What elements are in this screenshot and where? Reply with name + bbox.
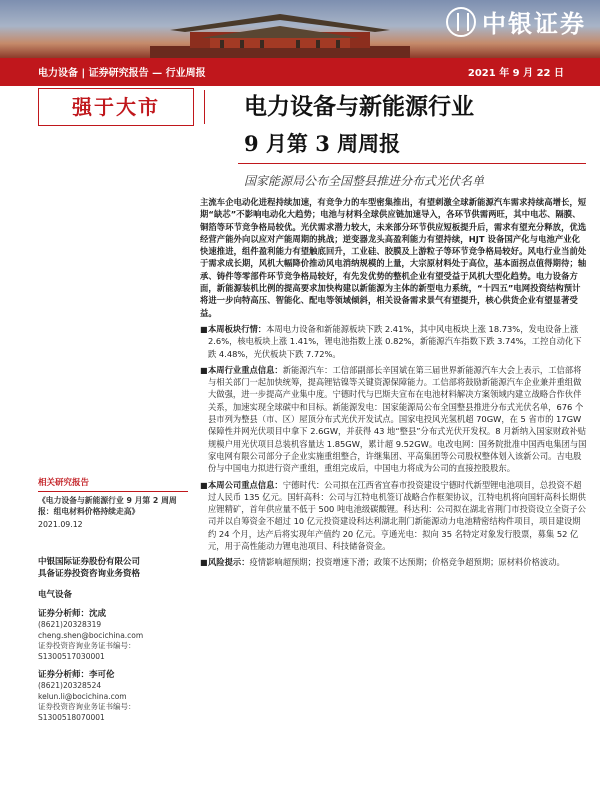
- bullet-text: 疫情影响超预期；投资增速下滑；政策不达预期；价格竞争超预期；原材料价格波动。: [249, 557, 565, 568]
- report-subtitle: 9 月第 3 周周报: [244, 131, 401, 156]
- square-bullet-icon: ■: [200, 480, 208, 490]
- report-category: 电力设备 | 证券研究报告 — 行业周报: [38, 68, 206, 79]
- bullet-risk: [200, 556, 588, 569]
- analyst-phone: (8621)20328524: [38, 681, 102, 690]
- divider: [204, 90, 205, 124]
- org-name: 中银国际证券股份有限公司: [38, 557, 141, 567]
- bullet-text: 宁德时代：公司拟在江西省宜春市投资建设宁德时代新型锂电池项目，总投资不超过人民币 135 亿元。国轩高科：公司与江特电机签订战略合作框架协议，江特电机将向国轩高科长期供应锂精矿，首年供应量不低于 500 吨电池级碳酸锂。科达利：公司拟在湖北省荆门市投资设立全资子公司并以自筹资金不超过 10 亿元投资建设科达利湖北荆门新能源动力电池精密结构件项目，项目建设期约 24 个月，达产后将实现年产值约 20 亿元。亨通光电：拟向 35 名特定对象发行股票，募集 52 亿元，用于高性能动力锂电池项目、科技储备资金。: [208, 479, 586, 552]
- analyst-cert: 证券投资咨询业务证书编号：S1300518070001: [38, 702, 136, 722]
- brand-name: 中银证券: [482, 10, 586, 38]
- boc-logo-icon: [446, 7, 476, 37]
- bullet-heading: 本周公司重点信息：: [208, 479, 283, 490]
- related-date: 2021.09.12: [38, 520, 83, 529]
- report-date: 2021 年 9 月 22 日: [467, 68, 564, 79]
- bullet-text: 新能源汽车：工信部副部长辛国斌在第三届世界新能源汽车大会上表示，工信部将与相关部门一起加快统筹，提高锂钴镍等关键资源保障能力。工信部将鼓励新能源汽车企业兼并重组做大做强，进一步提高产业集中度。宁德时代与巴斯夫宣布在电池材料解决方案领域内建立战略合作伙伴关系，加速实现全球碳中和目标。新能源发电：国家能源局公布全国整县推进分布式光伏名单，676 个县市列为整县（市、区）屋顶分布式光伏开发试点。国家电投风光氢机超 70GW，在 5 省市的 17GW 保障性并网光伏项目中拿下 2.6GW，并获得 43 地“整县”分布式光伏开发权。8 月新纳入国家财政补贴规模户用光伏项目总装机容量达 1.85GW，累计超 9.52GW。电改电网：国务院批准中国西电集团与国家电网有限公司部分子企业实施重组整合，许继集团、平高集团等公司股权整体划入该新公司。吉电股份与中国电力拟进行资产重组，重组完成后，中国电力将成为公司的直接控股股东。: [208, 364, 587, 474]
- bullet-heading: 本周板块行情：: [208, 323, 267, 334]
- related-item[interactable]: 《电力设备与新能源行业 9 月第 2 周周报：组电材料价格持续走高》: [38, 496, 177, 516]
- divider: [238, 163, 586, 164]
- analyst-cert: 证券投资咨询业务证书编号：S1300517030001: [38, 641, 136, 661]
- report-body: [200, 196, 588, 570]
- related-reports: [38, 478, 188, 530]
- summary-paragraph: 主流车企电动化进程持续加速，有竞争力的车型密集推出，有望刺激全球新能源汽车需求持续高增长，短期“缺芯”不影响电动化大趋势；电池与材料全球供应链加速导入，各环节供需两旺，其中电芯、隔膜、铜箔等环节竞争格局较优。光伏需求潜力较大，未来部分环节供应短板提升后，需求有望充分释放，优选经营产能外向以应对产能周期的挑战；逆变器龙头高盈利能力有望持续，HJT 设备国产化与电池产业化快速推进，组件盈利能力有望触底回升，工业硅、胶膜及上游粒子等环节竞争格局较好。风电行业当前处于需求成长期，风机大幅降价推动风电消纳规模的上量，大宗原材料处于高位，基本面拐点值得期待；轴承、铸件等零部件环节竞争格局较好，有先发优势的整机企业有望受益于风机大型化趋势。电力设备方面，新能源装机比例的提高要求加快构建以新能源为主体的新型电力系统，“十四五”电网投资结构预计将进一步向特高压、智能化、配电等领域倾斜，相关设备需求景气有望提升，核心供货企业有望显著受益。: [200, 197, 587, 318]
- analyst-label: 证券分析师：李可伦: [38, 670, 115, 680]
- divider: [38, 491, 188, 492]
- industry-rating: 强于大市: [38, 88, 194, 126]
- bullet-company: [200, 479, 588, 553]
- report-title: 电力设备与新能源行业: [244, 93, 474, 120]
- bullet-heading: 本周行业重点信息：: [208, 364, 283, 375]
- bullet-industry: [200, 364, 588, 475]
- square-bullet-icon: ■: [200, 558, 208, 568]
- square-bullet-icon: ■: [200, 365, 208, 375]
- org-info: [38, 556, 188, 723]
- palace-image: [150, 8, 410, 58]
- sector-label: 电气设备: [38, 590, 73, 600]
- bullet-text: 本周电力设备和新能源板块下跌 2.41%，其中风电板块上涨 18.73%，发电设备上涨 2.6%，核电板块上涨 1.41%，锂电池指数上涨 0.82%，新能源汽车指数下跌 3.74%，工控自动化下跌 4.48%，光伏板块下跌 7.72%。: [208, 323, 582, 359]
- analyst-phone: (8621)20328319: [38, 620, 102, 629]
- related-title: 相关研究报告: [38, 478, 90, 488]
- org-qualification: 具备证券投资咨询业务资格: [38, 569, 141, 579]
- bullet-heading: 风险提示：: [208, 557, 250, 568]
- bullet-market: [200, 323, 588, 360]
- analyst-email[interactable]: cheng.shen@bocichina.com: [38, 630, 144, 640]
- header-banner: [0, 0, 600, 58]
- square-bullet-icon: ■: [200, 324, 208, 334]
- analyst-label: 证券分析师：沈成: [38, 609, 107, 619]
- brand-logo: [446, 4, 586, 39]
- report-tagline: 国家能源局公布全国整县推进分布式光伏名单: [244, 174, 485, 188]
- analyst-email[interactable]: kelun.li@bocichina.com: [38, 691, 127, 701]
